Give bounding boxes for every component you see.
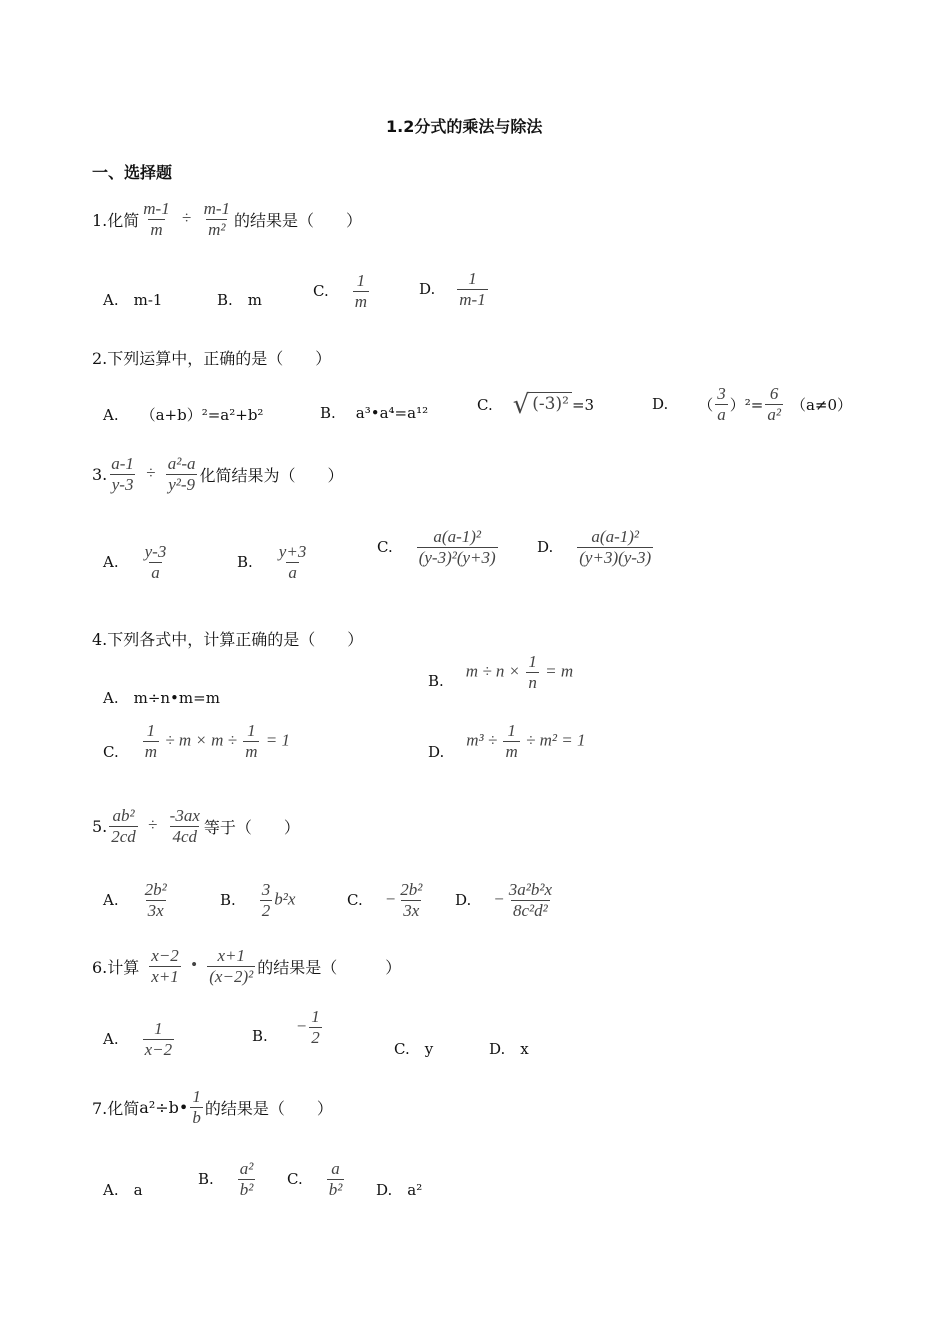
q5-option-c[interactable]: C. − $\frac{\text{2b²}}{3x}$	[347, 880, 423, 920]
page-title: 1.2分式的乘法与除法	[386, 117, 543, 136]
question-5: 5. $\frac{\text{ab²}}{2cd}$ ÷ $\frac{-3ax}{4cd}$ 等于（ ）	[92, 806, 300, 846]
q4-option-d[interactable]: D. m³ ÷ $\frac{1}{m}$ ÷ m² = 1	[428, 721, 586, 761]
question-4: 4.下列各式中，计算正确的是（ ）	[92, 630, 364, 649]
q5-option-a[interactable]: A. $\frac{\text{2b²}}{3x}$	[103, 880, 167, 920]
q6-option-c[interactable]: C. y	[394, 1040, 434, 1058]
q1-option-d[interactable]: D. $\frac{1}{m-1}$	[419, 269, 486, 309]
q6-option-d[interactable]: D. x	[489, 1040, 529, 1058]
square-root-icon: √ (-3)²	[513, 392, 572, 418]
q7-option-c[interactable]: C. $\frac{a}{\text{b²}}$	[287, 1159, 343, 1199]
question-1-number: 1.化简	[92, 210, 140, 230]
q5-option-d[interactable]: D. − $\frac{\text{3a²b²x}}{\text{8c²d²}}$	[455, 880, 552, 920]
q3-option-a[interactable]: A. $\frac{y-3}{a}$	[103, 542, 167, 582]
q4-option-b[interactable]: B. m ÷ n × $\frac{1}{n}$ = m	[428, 652, 574, 692]
q2-option-b[interactable]: B. a³•a⁴=a¹²	[320, 404, 429, 422]
question-1-tail: 的结果是（ ）	[234, 210, 363, 230]
q1-fraction-2: $\frac{m-1}{\text{m²}}$	[203, 199, 231, 239]
q2-option-a[interactable]: A. （a+b）²=a²+b²	[103, 406, 264, 424]
q4-option-c[interactable]: C. $\frac{1}{m}$ ÷ m × m ÷ $\frac{1}{m}$ = 1	[103, 721, 290, 761]
q1-fraction-1: $\frac{m-1}{m}$	[143, 199, 170, 239]
question-3: 3. $\frac{a-1}{y-3}$ ÷ $\frac{\text{a²-a}}{\text{y²-9}}$ 化简结果为（ ）	[92, 454, 344, 494]
q1-option-b[interactable]: B. m	[217, 291, 263, 309]
q3-option-b[interactable]: B. $\frac{y+3}{a}$	[237, 542, 307, 582]
q3-option-c[interactable]: C. $\frac{\text{a(a-1)²}}{\text{(y-3)²(y+3)}}$	[377, 527, 496, 567]
q2-option-d[interactable]: D. （ $\frac{3}{a}$ ）²= $\frac{6}{\text{a²}}$ （a≠0）	[652, 384, 853, 424]
question-1: 1.化简 $\frac{m-1}{m}$ ÷ $\frac{m-1}{\text{m²}}$ 的结果是（ ）	[92, 199, 363, 239]
q7-option-d[interactable]: D. a²	[376, 1181, 423, 1199]
question-2: 2.下列运算中，正确的是（ ）	[92, 349, 332, 368]
q5-option-b[interactable]: B. $\frac{3}{2}$ b²x	[220, 880, 296, 920]
q6-option-b[interactable]: B. − $\frac{1}{2}$	[252, 1007, 320, 1047]
q1-option-a[interactable]: A. m-1	[103, 291, 163, 309]
q3-option-d[interactable]: D. $\frac{\text{a(a-1)²}}{(y+3)(y-3)}$	[537, 527, 652, 567]
q6-option-a[interactable]: A. $\frac{1}{x-2}$	[103, 1019, 173, 1059]
q7-option-b[interactable]: B. $\frac{\text{a²}}{\text{b²}}$	[198, 1159, 254, 1199]
q2-option-c[interactable]: C. √ (-3)² =3	[477, 390, 595, 420]
q1-option-c[interactable]: C. $\frac{1}{m}$	[313, 271, 367, 311]
question-7: 7.化简 a²÷b• $\frac{1}{b}$ 的结果是（ ）	[92, 1087, 333, 1127]
question-6: 6.计算 $\frac{x-2}{x+1}$ • $\frac{x+1}{\text{(x−2)²}}$ 的结果是（ ）	[92, 946, 402, 986]
section-heading: 一、选择题	[92, 163, 173, 182]
q7-option-a[interactable]: A. a	[103, 1181, 143, 1199]
q4-option-a[interactable]: A. m÷n•m=m	[103, 689, 220, 707]
